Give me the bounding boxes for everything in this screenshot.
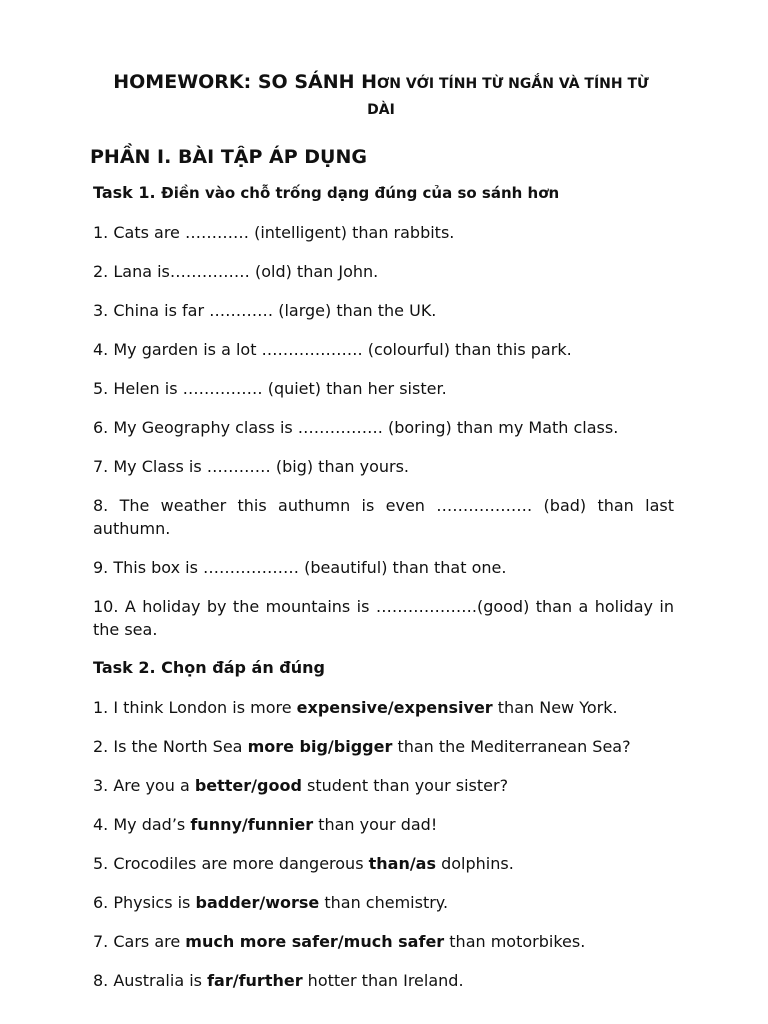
part-heading: PHẦN I. BÀI TẬP ÁP DỤNG xyxy=(90,146,367,168)
task2-item xyxy=(93,969,674,992)
task1-item: 10. A holiday by the mountains is ……………….(good) than a holiday in the sea. xyxy=(93,597,674,639)
task1-item: 3. China is far ………… (large) than the UK. xyxy=(93,301,437,320)
task2-item-text: 6. Physics is xyxy=(93,893,196,912)
task2-item-text: 1. I think London is more xyxy=(93,698,297,717)
task1-item: 9. This box is ……………… (beautiful) than that one. xyxy=(93,558,507,577)
task1-item: 4. My garden is a lot ………………. (colourful) than this park. xyxy=(93,340,572,359)
task1-item: 7. My Class is ………… (big) than yours. xyxy=(93,457,410,476)
worksheet-page xyxy=(90,70,674,1008)
title-part-2: ƠN VỚI TÍNH TỪ NGẮN VÀ TÍNH TỪ xyxy=(377,76,649,92)
task2-item-options: better/good xyxy=(194,776,302,795)
task1-item: 8. The weather this authumn is even ……………… (bad) than last authumn. xyxy=(93,496,674,538)
task2-item-text: student than your sister? xyxy=(301,776,509,795)
task1-label: Task 1. xyxy=(93,183,156,202)
task1-item: 5. Helen is …………… (quiet) than her sister. xyxy=(93,379,447,398)
task2-item-text: 4. My dad’s xyxy=(93,815,191,834)
task2-item-text: 8. Australia is xyxy=(93,971,208,990)
task2-item xyxy=(93,735,674,758)
task1-item: 6. My Geography class is ……………. (boring) than my Math class. xyxy=(93,418,619,437)
task2-label: Task 2. xyxy=(93,658,156,677)
task2-item xyxy=(93,930,674,953)
task2-heading xyxy=(93,657,674,679)
task2-item-text: hotter than Ireland. xyxy=(302,971,464,990)
task2-item-text: 2. Is the North Sea xyxy=(93,737,248,756)
task2-item-text: than the Mediterranean Sea? xyxy=(392,737,631,756)
task2-item-options: expensive/expensiver xyxy=(296,698,493,717)
task1-item: 2. Lana is…………… (old) than John. xyxy=(93,262,379,281)
task2-item-options: funny/funnier xyxy=(190,815,314,834)
task2-item-options: than/as xyxy=(368,854,436,873)
task1-item: 1. Cats are ………… (intelligent) than rabbits. xyxy=(93,223,455,242)
task2-item-options: more big/bigger xyxy=(247,737,393,756)
task2-item xyxy=(93,852,674,875)
task2-item xyxy=(93,891,674,914)
task2-instruction: Chọn đáp án đúng xyxy=(161,658,325,677)
task1-heading xyxy=(93,182,674,204)
task2-item-text: than your dad! xyxy=(313,815,438,834)
task2-item-options: far/further xyxy=(207,971,303,990)
task2-item-text: than New York. xyxy=(492,698,618,717)
task2-item-options: much more safer/much safer xyxy=(185,932,445,951)
task2-item-text: 3. Are you a xyxy=(93,776,195,795)
task2-item-text: dolphins. xyxy=(436,854,514,873)
task2-item-text: 5. Crocodiles are more dangerous xyxy=(93,854,369,873)
task2-item xyxy=(93,774,674,797)
task2-item-text: than motorbikes. xyxy=(444,932,586,951)
page-title xyxy=(81,70,681,122)
title-part-1: HOMEWORK: SO SÁNH H xyxy=(113,71,378,93)
task1-instruction: Điền vào chỗ trống dạng đúng của so sánh hơn xyxy=(161,184,560,202)
task2-item-text: than chemistry. xyxy=(319,893,449,912)
task2-item-options: badder/worse xyxy=(195,893,320,912)
task2-item xyxy=(93,813,674,836)
title-part-3: DÀI xyxy=(367,102,395,118)
task2-item-text: 7. Cars are xyxy=(93,932,186,951)
task2-item xyxy=(93,696,674,719)
